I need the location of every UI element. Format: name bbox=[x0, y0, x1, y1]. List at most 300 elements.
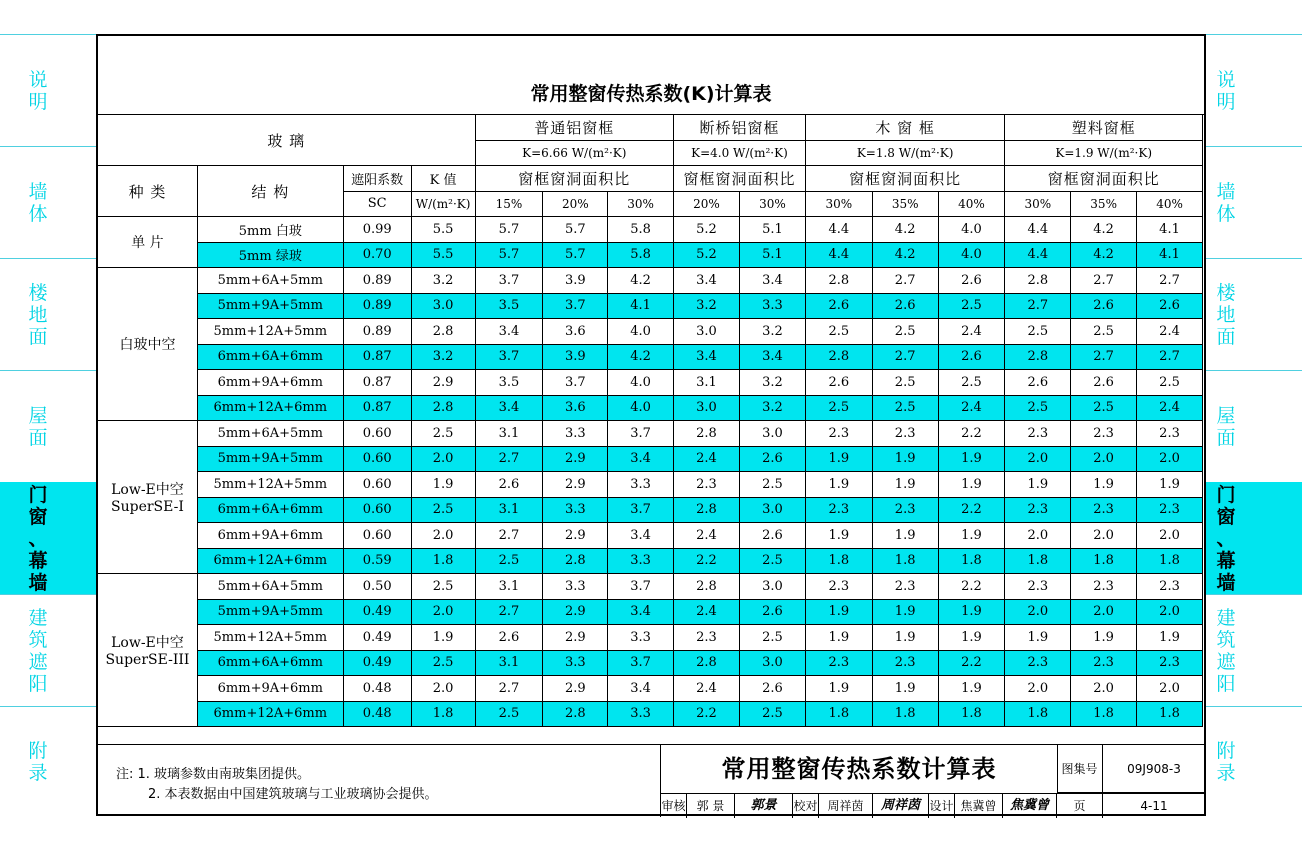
k-cell: 2.0 bbox=[411, 446, 475, 472]
structure-cell: 5mm+6A+5mm bbox=[197, 574, 343, 600]
window-k-cell: 2.5 bbox=[739, 701, 805, 727]
window-k-cell: 2.3 bbox=[1071, 497, 1137, 523]
structure-cell: 5mm+12A+5mm bbox=[197, 625, 343, 651]
window-k-cell: 2.7 bbox=[1137, 268, 1203, 294]
window-k-cell: 4.2 bbox=[608, 268, 674, 294]
window-k-cell: 3.2 bbox=[739, 395, 805, 421]
window-k-cell: 3.1 bbox=[475, 421, 543, 447]
window-k-cell: 3.7 bbox=[543, 370, 608, 396]
window-k-cell: 3.4 bbox=[674, 268, 740, 294]
window-k-cell: 3.1 bbox=[674, 370, 740, 396]
window-k-cell: 4.2 bbox=[608, 344, 674, 370]
title-block-title: 常用整窗传热系数计算表 bbox=[661, 745, 1058, 793]
nav-char: 窗 bbox=[28, 506, 48, 528]
window-k-cell: 2.6 bbox=[475, 472, 543, 498]
window-k-cell: 4.1 bbox=[1137, 217, 1203, 243]
window-k-cell: 2.3 bbox=[1137, 650, 1203, 676]
window-k-cell: 2.4 bbox=[674, 446, 740, 472]
nav-char: 遮 bbox=[1216, 651, 1236, 673]
drawing-frame bbox=[96, 34, 1206, 816]
ratio-value-header: 40% bbox=[1137, 191, 1203, 217]
window-k-cell: 3.2 bbox=[739, 319, 805, 345]
window-k-cell: 2.5 bbox=[872, 319, 938, 345]
table-row bbox=[98, 472, 1203, 498]
window-k-cell: 2.0 bbox=[1005, 676, 1071, 702]
frame-k-header: K=4.0 W/(m²·K) bbox=[674, 140, 806, 166]
frame-name-header: 塑料窗框 bbox=[1005, 115, 1203, 141]
window-k-cell: 2.3 bbox=[674, 625, 740, 651]
window-k-cell: 2.3 bbox=[1071, 421, 1137, 447]
window-k-cell: 2.8 bbox=[674, 421, 740, 447]
window-k-cell: 1.8 bbox=[1137, 548, 1203, 574]
window-k-cell: 5.1 bbox=[739, 242, 805, 268]
window-k-cell: 2.2 bbox=[674, 701, 740, 727]
window-k-cell: 1.9 bbox=[938, 472, 1005, 498]
window-k-cell: 2.5 bbox=[739, 472, 805, 498]
table-row bbox=[98, 293, 1203, 319]
table-row bbox=[98, 497, 1203, 523]
note-2: 2. 本表数据由中国建筑玻璃与工业玻璃协会提供。 bbox=[148, 787, 438, 802]
window-k-cell: 3.3 bbox=[608, 548, 674, 574]
nav-char: 面 bbox=[1216, 326, 1236, 348]
window-k-cell: 2.7 bbox=[1137, 344, 1203, 370]
group-name-line-2: SuperSE-I bbox=[111, 499, 184, 515]
structure-cell: 6mm+9A+6mm bbox=[197, 676, 343, 702]
window-k-cell: 3.7 bbox=[475, 268, 543, 294]
window-k-cell: 2.0 bbox=[1071, 446, 1137, 472]
k-cell: 2.8 bbox=[411, 395, 475, 421]
window-k-cell: 2.5 bbox=[1137, 370, 1203, 396]
nav-section-left-3[interactable] bbox=[0, 370, 96, 483]
table-row bbox=[98, 574, 1203, 600]
nav-section-right-2[interactable] bbox=[1206, 258, 1302, 371]
window-k-cell: 3.1 bbox=[475, 650, 543, 676]
nav-char: 筑 bbox=[28, 629, 48, 651]
window-k-cell: 2.7 bbox=[872, 344, 938, 370]
window-k-cell: 4.0 bbox=[608, 370, 674, 396]
window-k-cell: 2.3 bbox=[1137, 497, 1203, 523]
window-k-cell: 1.9 bbox=[872, 599, 938, 625]
window-k-cell: 3.4 bbox=[608, 676, 674, 702]
window-k-cell: 3.4 bbox=[475, 395, 543, 421]
window-k-cell: 2.9 bbox=[543, 676, 608, 702]
window-k-cell: 2.3 bbox=[872, 574, 938, 600]
check-signature: 周祥茵 bbox=[873, 794, 929, 818]
window-k-cell: 2.4 bbox=[674, 523, 740, 549]
window-k-cell: 2.2 bbox=[938, 650, 1005, 676]
window-k-cell: 2.2 bbox=[674, 548, 740, 574]
window-k-cell: 2.4 bbox=[1137, 395, 1203, 421]
window-k-cell: 5.7 bbox=[475, 217, 543, 243]
nav-char: 体 bbox=[28, 203, 48, 225]
nav-char: 、 bbox=[1216, 528, 1236, 550]
window-k-cell: 2.9 bbox=[543, 625, 608, 651]
group-name-line-1: 单 片 bbox=[131, 235, 164, 251]
window-k-cell: 2.8 bbox=[543, 548, 608, 574]
check-name: 周祥茵 bbox=[819, 794, 873, 818]
nav-char: 楼 bbox=[1216, 282, 1236, 304]
window-k-cell: 1.9 bbox=[1137, 625, 1203, 651]
header-row-frames bbox=[98, 115, 1203, 141]
frame-k-header: K=1.8 W/(m²·K) bbox=[805, 140, 1004, 166]
k-header-1: K 值 bbox=[411, 166, 475, 192]
sc-cell: 0.87 bbox=[343, 395, 411, 421]
glass-header: 玻 璃 bbox=[98, 115, 476, 166]
ratio-value-header: 30% bbox=[1005, 191, 1071, 217]
group-name-line-1: Low-E中空 bbox=[111, 635, 184, 651]
nav-section-left-2[interactable] bbox=[0, 258, 96, 371]
ratio-value-header: 30% bbox=[739, 191, 805, 217]
window-k-cell: 3.5 bbox=[475, 370, 543, 396]
window-k-cell: 1.9 bbox=[938, 599, 1005, 625]
table-row bbox=[98, 676, 1203, 702]
table-row bbox=[98, 599, 1203, 625]
k-cell: 5.5 bbox=[411, 242, 475, 268]
nav-char: 地 bbox=[28, 304, 48, 326]
window-k-cell: 2.4 bbox=[674, 676, 740, 702]
window-k-cell: 2.3 bbox=[872, 497, 938, 523]
window-k-cell: 2.8 bbox=[1005, 268, 1071, 294]
window-k-cell: 5.7 bbox=[475, 242, 543, 268]
window-k-cell: 4.2 bbox=[1071, 217, 1137, 243]
structure-cell: 6mm+12A+6mm bbox=[197, 701, 343, 727]
window-k-cell: 1.9 bbox=[1071, 625, 1137, 651]
left-category-nav bbox=[0, 34, 96, 816]
review-name: 郭 景 bbox=[687, 794, 735, 818]
window-k-cell: 1.8 bbox=[1137, 701, 1203, 727]
ratio-header: 窗框窗洞面积比 bbox=[1005, 166, 1203, 192]
ratio-value-header: 30% bbox=[805, 191, 872, 217]
window-k-cell: 2.8 bbox=[674, 650, 740, 676]
nav-section-right-6[interactable] bbox=[1206, 706, 1302, 817]
window-k-cell: 4.0 bbox=[608, 319, 674, 345]
k-header-2: W/(m²·K) bbox=[411, 191, 475, 217]
window-k-cell: 3.0 bbox=[739, 574, 805, 600]
window-k-cell: 3.1 bbox=[475, 574, 543, 600]
sc-cell: 0.89 bbox=[343, 319, 411, 345]
window-k-cell: 5.2 bbox=[674, 242, 740, 268]
ratio-header: 窗框窗洞面积比 bbox=[674, 166, 806, 192]
group-name bbox=[98, 574, 198, 727]
frame-name-header: 断桥铝窗框 bbox=[674, 115, 806, 141]
window-k-cell: 1.9 bbox=[938, 676, 1005, 702]
k-value-table bbox=[97, 114, 1203, 727]
window-k-cell: 3.3 bbox=[608, 472, 674, 498]
design-label: 设计 bbox=[929, 794, 955, 818]
window-k-cell: 5.8 bbox=[608, 242, 674, 268]
nav-char: 遮 bbox=[28, 651, 48, 673]
window-k-cell: 3.9 bbox=[543, 268, 608, 294]
sc-cell: 0.87 bbox=[343, 370, 411, 396]
ratio-value-header: 40% bbox=[938, 191, 1005, 217]
table-row bbox=[98, 370, 1203, 396]
k-cell: 2.9 bbox=[411, 370, 475, 396]
window-k-cell: 3.5 bbox=[475, 293, 543, 319]
group-name-line-2: SuperSE-III bbox=[105, 652, 190, 668]
frame-k-header: K=1.9 W/(m²·K) bbox=[1005, 140, 1203, 166]
k-cell: 3.2 bbox=[411, 344, 475, 370]
structure-cell: 6mm+12A+6mm bbox=[197, 548, 343, 574]
window-k-cell: 1.9 bbox=[805, 523, 872, 549]
window-k-cell: 2.9 bbox=[543, 599, 608, 625]
window-k-cell: 2.0 bbox=[1005, 523, 1071, 549]
window-k-cell: 2.3 bbox=[805, 497, 872, 523]
table-row bbox=[98, 548, 1203, 574]
window-k-cell: 2.6 bbox=[1137, 293, 1203, 319]
sc-cell: 0.49 bbox=[343, 650, 411, 676]
nav-section-right-5[interactable] bbox=[1206, 594, 1302, 707]
window-k-cell: 2.0 bbox=[1137, 599, 1203, 625]
window-k-cell: 2.0 bbox=[1071, 523, 1137, 549]
frame-name-header: 普通铝窗框 bbox=[475, 115, 673, 141]
window-k-cell: 2.5 bbox=[1005, 319, 1071, 345]
table-row bbox=[98, 701, 1203, 727]
structure-cell: 5mm 绿玻 bbox=[197, 242, 343, 268]
nav-char: 墙 bbox=[28, 572, 48, 594]
structure-cell: 6mm+9A+6mm bbox=[197, 523, 343, 549]
table-row bbox=[98, 523, 1203, 549]
window-k-cell: 2.3 bbox=[1005, 650, 1071, 676]
design-signature: 焦冀曾 bbox=[1003, 794, 1057, 818]
k-cell: 2.0 bbox=[411, 676, 475, 702]
sc-cell: 0.99 bbox=[343, 217, 411, 243]
window-k-cell: 2.3 bbox=[1005, 421, 1071, 447]
window-k-cell: 2.3 bbox=[1137, 421, 1203, 447]
window-k-cell: 3.1 bbox=[475, 497, 543, 523]
window-k-cell: 4.2 bbox=[872, 242, 938, 268]
window-k-cell: 3.0 bbox=[739, 421, 805, 447]
window-k-cell: 2.6 bbox=[872, 293, 938, 319]
nav-section-right-0[interactable] bbox=[1206, 34, 1302, 147]
k-cell: 1.8 bbox=[411, 701, 475, 727]
nav-char: 面 bbox=[28, 427, 48, 449]
window-k-cell: 2.5 bbox=[872, 395, 938, 421]
title-block bbox=[660, 745, 1205, 817]
window-k-cell: 3.4 bbox=[674, 344, 740, 370]
window-k-cell: 4.0 bbox=[938, 217, 1005, 243]
window-k-cell: 3.7 bbox=[475, 344, 543, 370]
window-k-cell: 3.3 bbox=[608, 625, 674, 651]
window-k-cell: 2.6 bbox=[1071, 370, 1137, 396]
table-row bbox=[98, 625, 1203, 651]
window-k-cell: 2.5 bbox=[938, 293, 1005, 319]
header-row-columns bbox=[98, 166, 1203, 192]
window-k-cell: 2.9 bbox=[543, 472, 608, 498]
nav-char: 阳 bbox=[28, 673, 48, 695]
ratio-value-header: 20% bbox=[674, 191, 740, 217]
nav-char: 阳 bbox=[1216, 673, 1236, 695]
sc-cell: 0.89 bbox=[343, 293, 411, 319]
window-k-cell: 3.0 bbox=[674, 395, 740, 421]
title-row bbox=[98, 36, 1204, 115]
window-k-cell: 2.8 bbox=[674, 574, 740, 600]
window-k-cell: 2.3 bbox=[872, 650, 938, 676]
ratio-value-header: 15% bbox=[475, 191, 543, 217]
review-label: 审核 bbox=[661, 794, 687, 818]
nav-char: 屋 bbox=[1216, 405, 1236, 427]
nav-char: 屋 bbox=[28, 405, 48, 427]
window-k-cell: 5.7 bbox=[543, 242, 608, 268]
nav-char: 明 bbox=[28, 91, 48, 113]
window-k-cell: 2.6 bbox=[1005, 370, 1071, 396]
nav-char: 说 bbox=[1216, 69, 1236, 91]
nav-char: 录 bbox=[1216, 762, 1236, 784]
window-k-cell: 3.7 bbox=[608, 650, 674, 676]
nav-char: 面 bbox=[1216, 427, 1236, 449]
nav-char: 筑 bbox=[1216, 629, 1236, 651]
nav-section-left-6[interactable] bbox=[0, 706, 96, 817]
nav-section-right-3[interactable] bbox=[1206, 370, 1302, 483]
window-k-cell: 2.5 bbox=[1071, 395, 1137, 421]
structure-cell: 6mm+9A+6mm bbox=[197, 370, 343, 396]
window-k-cell: 2.5 bbox=[475, 548, 543, 574]
window-k-cell: 1.9 bbox=[938, 523, 1005, 549]
window-k-cell: 3.7 bbox=[608, 574, 674, 600]
window-k-cell: 3.7 bbox=[608, 497, 674, 523]
nav-char: 附 bbox=[28, 740, 48, 762]
nav-char: 墙 bbox=[1216, 181, 1236, 203]
window-k-cell: 3.3 bbox=[543, 497, 608, 523]
window-k-cell: 2.3 bbox=[805, 650, 872, 676]
window-k-cell: 1.8 bbox=[805, 548, 872, 574]
k-cell: 3.0 bbox=[411, 293, 475, 319]
footer bbox=[98, 744, 1204, 815]
window-k-cell: 2.0 bbox=[1137, 523, 1203, 549]
window-k-cell: 1.9 bbox=[805, 599, 872, 625]
frame-k-header: K=6.66 W/(m²·K) bbox=[475, 140, 673, 166]
window-k-cell: 1.9 bbox=[1005, 625, 1071, 651]
window-k-cell: 4.0 bbox=[938, 242, 1005, 268]
nav-section-left-5[interactable] bbox=[0, 594, 96, 707]
window-k-cell: 1.9 bbox=[938, 446, 1005, 472]
window-k-cell: 3.0 bbox=[674, 319, 740, 345]
nav-section-right-4[interactable] bbox=[1206, 482, 1302, 595]
group-name-line-1: Low-E中空 bbox=[111, 482, 184, 498]
table-row bbox=[98, 268, 1203, 294]
window-k-cell: 2.2 bbox=[938, 421, 1005, 447]
window-k-cell: 3.4 bbox=[739, 344, 805, 370]
nav-char: 面 bbox=[28, 326, 48, 348]
window-k-cell: 3.0 bbox=[739, 497, 805, 523]
right-category-nav bbox=[1206, 34, 1302, 816]
window-k-cell: 1.8 bbox=[872, 701, 938, 727]
table-row bbox=[98, 421, 1203, 447]
window-k-cell: 3.6 bbox=[543, 319, 608, 345]
window-k-cell: 2.2 bbox=[938, 497, 1005, 523]
nav-section-left-4[interactable] bbox=[0, 482, 96, 595]
window-k-cell: 3.4 bbox=[739, 268, 805, 294]
window-k-cell: 4.4 bbox=[805, 217, 872, 243]
window-k-cell: 2.3 bbox=[1071, 574, 1137, 600]
k-cell: 2.5 bbox=[411, 650, 475, 676]
nav-char: 说 bbox=[28, 69, 48, 91]
window-k-cell: 2.3 bbox=[1137, 574, 1203, 600]
sc-cell: 0.70 bbox=[343, 242, 411, 268]
table-row bbox=[98, 242, 1203, 268]
nav-char: 楼 bbox=[28, 282, 48, 304]
window-k-cell: 1.8 bbox=[1071, 548, 1137, 574]
page-number: 4-11 bbox=[1140, 799, 1168, 813]
window-k-cell: 5.7 bbox=[543, 217, 608, 243]
window-k-cell: 1.9 bbox=[872, 523, 938, 549]
window-k-cell: 1.8 bbox=[938, 701, 1005, 727]
window-k-cell: 2.4 bbox=[1137, 319, 1203, 345]
sc-cell: 0.48 bbox=[343, 676, 411, 702]
window-k-cell: 1.9 bbox=[872, 625, 938, 651]
window-k-cell: 2.5 bbox=[475, 701, 543, 727]
window-k-cell: 2.6 bbox=[739, 599, 805, 625]
window-k-cell: 2.0 bbox=[1071, 599, 1137, 625]
window-k-cell: 2.6 bbox=[475, 625, 543, 651]
window-k-cell: 2.6 bbox=[938, 344, 1005, 370]
sc-header-2: SC bbox=[343, 191, 411, 217]
window-k-cell: 2.7 bbox=[475, 446, 543, 472]
atlas-label: 图集号 bbox=[1057, 745, 1103, 793]
window-k-cell: 3.3 bbox=[543, 650, 608, 676]
sc-cell: 0.87 bbox=[343, 344, 411, 370]
kind-header: 种 类 bbox=[98, 166, 198, 217]
window-k-cell: 2.3 bbox=[872, 421, 938, 447]
nav-char: 墙 bbox=[1216, 572, 1236, 594]
ratio-value-header: 35% bbox=[872, 191, 938, 217]
window-k-cell: 2.5 bbox=[872, 370, 938, 396]
window-k-cell: 5.2 bbox=[674, 217, 740, 243]
page-title: 常用整窗传热系数(K)计算表 bbox=[530, 83, 772, 105]
table-row bbox=[98, 344, 1203, 370]
window-k-cell: 1.8 bbox=[1071, 701, 1137, 727]
k-cell: 5.5 bbox=[411, 217, 475, 243]
ratio-value-header: 20% bbox=[543, 191, 608, 217]
nav-section-left-1[interactable] bbox=[0, 146, 96, 259]
window-k-cell: 2.8 bbox=[674, 497, 740, 523]
sc-cell: 0.50 bbox=[343, 574, 411, 600]
window-k-cell: 2.8 bbox=[805, 268, 872, 294]
notes bbox=[116, 765, 438, 805]
window-k-cell: 2.5 bbox=[739, 625, 805, 651]
structure-cell: 5mm+6A+5mm bbox=[197, 421, 343, 447]
window-k-cell: 2.4 bbox=[938, 319, 1005, 345]
sc-cell: 0.49 bbox=[343, 599, 411, 625]
group-name-line-1: 白玻中空 bbox=[119, 337, 176, 353]
sc-cell: 0.59 bbox=[343, 548, 411, 574]
window-k-cell: 3.4 bbox=[608, 446, 674, 472]
group-name bbox=[98, 217, 198, 268]
window-k-cell: 2.5 bbox=[805, 395, 872, 421]
k-cell: 2.0 bbox=[411, 523, 475, 549]
window-k-cell: 4.2 bbox=[872, 217, 938, 243]
window-k-cell: 2.3 bbox=[805, 421, 872, 447]
k-cell: 2.5 bbox=[411, 497, 475, 523]
table-row bbox=[98, 650, 1203, 676]
nav-section-right-1[interactable] bbox=[1206, 146, 1302, 259]
window-k-cell: 2.7 bbox=[1005, 293, 1071, 319]
window-k-cell: 2.5 bbox=[938, 370, 1005, 396]
window-k-cell: 3.0 bbox=[739, 650, 805, 676]
nav-section-left-0[interactable] bbox=[0, 34, 96, 147]
nav-char: 门 bbox=[1216, 484, 1236, 506]
review-signature: 郭景 bbox=[735, 794, 793, 818]
window-k-cell: 2.3 bbox=[1071, 650, 1137, 676]
window-k-cell: 1.9 bbox=[805, 625, 872, 651]
window-k-cell: 2.6 bbox=[1071, 293, 1137, 319]
sc-cell: 0.60 bbox=[343, 421, 411, 447]
window-k-cell: 4.1 bbox=[608, 293, 674, 319]
group-name bbox=[98, 421, 198, 574]
table-row bbox=[98, 319, 1203, 345]
check-label: 校对 bbox=[793, 794, 819, 818]
window-k-cell: 4.4 bbox=[1005, 242, 1071, 268]
window-k-cell: 1.9 bbox=[872, 676, 938, 702]
